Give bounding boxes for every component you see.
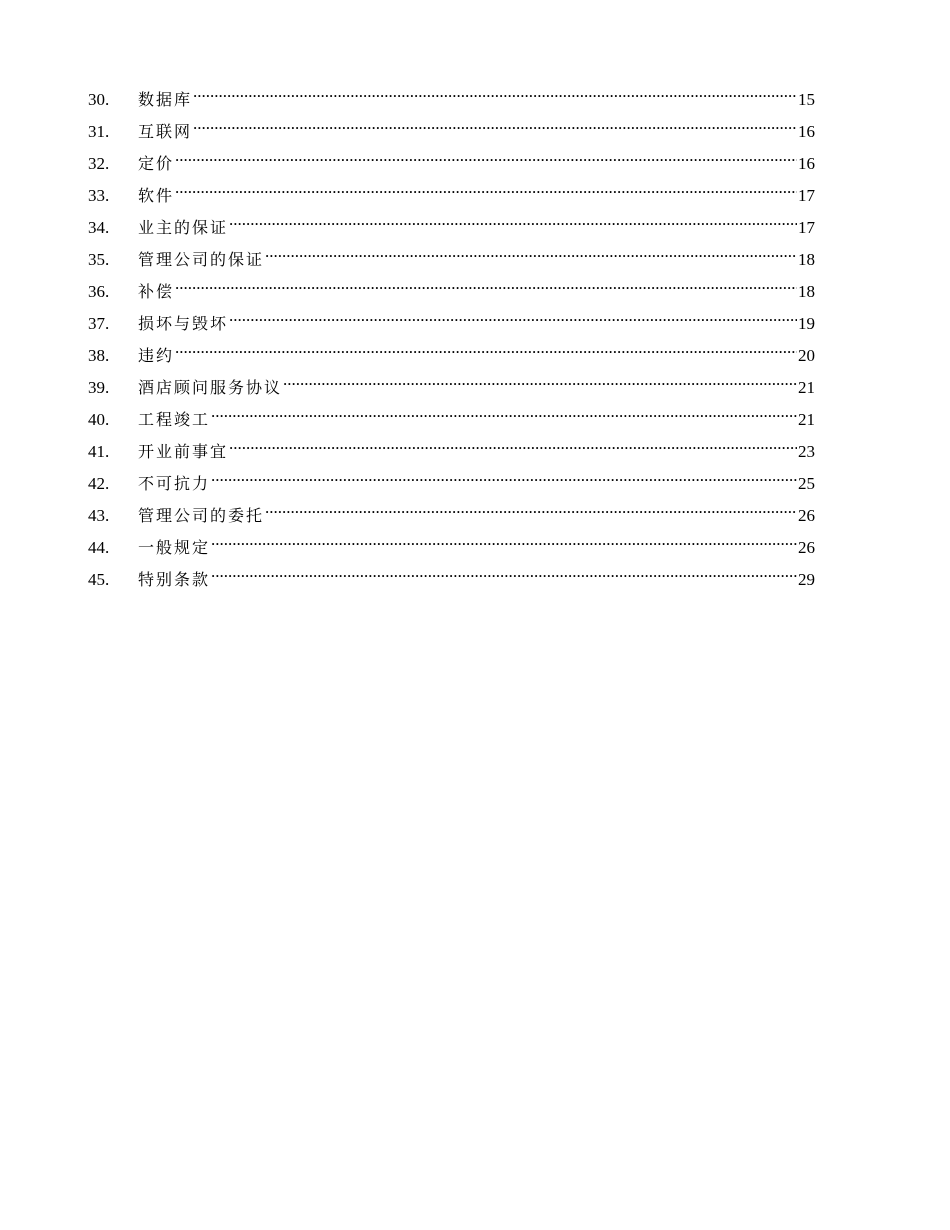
toc-entry-page: 20 — [798, 346, 815, 365]
toc-entry-number: 45. — [88, 570, 110, 589]
toc-entry-number: 40. — [88, 410, 110, 429]
toc-entry[interactable] — [88, 468, 815, 500]
toc-entry-number: 42. — [88, 474, 110, 493]
toc-dot-leader — [211, 472, 797, 489]
toc-entry-number: 30. — [88, 90, 110, 109]
toc-entry-number: 44. — [88, 538, 110, 557]
toc-entry[interactable] — [88, 116, 815, 148]
toc-entry-page: 15 — [798, 90, 815, 109]
toc-entry-title: 酒店顾问服务协议 — [138, 378, 283, 397]
toc-entry-page: 29 — [798, 570, 815, 589]
toc-entry[interactable] — [88, 340, 815, 372]
toc-entry-page: 17 — [798, 218, 815, 237]
toc-entry[interactable] — [88, 276, 815, 308]
toc-entry[interactable] — [88, 308, 815, 340]
toc-entry-page: 18 — [798, 282, 815, 301]
toc-entry-page: 23 — [798, 442, 815, 461]
toc-entry-title: 管理公司的保证 — [138, 250, 265, 269]
toc-entry-page: 26 — [798, 538, 815, 557]
toc-entry-title: 一般规定 — [138, 538, 211, 557]
toc-entry-page: 26 — [798, 506, 815, 525]
toc-entry-title: 补偿 — [138, 282, 175, 301]
toc-dot-leader — [175, 344, 797, 361]
toc-entry-title: 开业前事宜 — [138, 442, 229, 461]
toc-dot-leader — [175, 280, 797, 297]
toc-dot-leader — [193, 120, 797, 137]
toc-entry-title: 违约 — [138, 346, 175, 365]
toc-entry-page: 16 — [798, 154, 815, 173]
toc-entry[interactable] — [88, 404, 815, 436]
toc-entry-title: 特别条款 — [138, 570, 211, 589]
toc-entry-page: 21 — [798, 378, 815, 397]
toc-dot-leader — [229, 312, 797, 329]
toc-entry[interactable] — [88, 180, 815, 212]
toc-dot-leader — [211, 568, 797, 585]
toc-entry-number: 35. — [88, 250, 110, 269]
toc-entry-number: 32. — [88, 154, 110, 173]
toc-entry-title: 损坏与毁坏 — [138, 314, 229, 333]
toc-entry-number: 41. — [88, 442, 110, 461]
toc-entry-title: 数据库 — [138, 90, 193, 109]
toc-entry[interactable] — [88, 148, 815, 180]
toc-entry-title: 管理公司的委托 — [138, 506, 265, 525]
toc-entry-title: 工程竣工 — [138, 410, 211, 429]
toc-entry-title: 定价 — [138, 154, 175, 173]
toc-entry[interactable] — [88, 244, 815, 276]
toc-entry-page: 19 — [798, 314, 815, 333]
toc-entry-number: 33. — [88, 186, 110, 205]
toc-entry-number: 43. — [88, 506, 110, 525]
toc-dot-leader — [175, 184, 797, 201]
toc-entry-page: 25 — [798, 474, 815, 493]
toc-entry[interactable] — [88, 532, 815, 564]
toc-dot-leader — [175, 152, 797, 169]
toc-entry-page: 16 — [798, 122, 815, 141]
toc-entry[interactable] — [88, 436, 815, 468]
toc-dot-leader — [283, 376, 797, 393]
toc-entry[interactable] — [88, 84, 815, 116]
toc-entry-title: 业主的保证 — [138, 218, 229, 237]
toc-entry-number: 38. — [88, 346, 110, 365]
toc-entry[interactable] — [88, 372, 815, 404]
toc-entry-title: 不可抗力 — [138, 474, 211, 493]
toc-entry-page: 21 — [798, 410, 815, 429]
toc-entry-number: 31. — [88, 122, 110, 141]
toc-dot-leader — [265, 248, 797, 265]
toc-entry-number: 37. — [88, 314, 110, 333]
toc-entry[interactable] — [88, 564, 815, 596]
toc-dot-leader — [211, 408, 797, 425]
toc-entry-page: 18 — [798, 250, 815, 269]
toc-entry-page: 17 — [798, 186, 815, 205]
toc-dot-leader — [193, 88, 797, 105]
toc-dot-leader — [229, 440, 797, 457]
toc-entry[interactable] — [88, 500, 815, 532]
toc-entry-number: 39. — [88, 378, 110, 397]
toc-dot-leader — [265, 504, 797, 521]
toc-dot-leader — [229, 216, 797, 233]
toc-entry[interactable] — [88, 212, 815, 244]
table-of-contents — [88, 84, 815, 596]
toc-entry-number: 36. — [88, 282, 110, 301]
toc-entry-title: 软件 — [138, 186, 175, 205]
toc-dot-leader — [211, 536, 797, 553]
toc-entry-title: 互联网 — [138, 122, 193, 141]
toc-entry-number: 34. — [88, 218, 110, 237]
